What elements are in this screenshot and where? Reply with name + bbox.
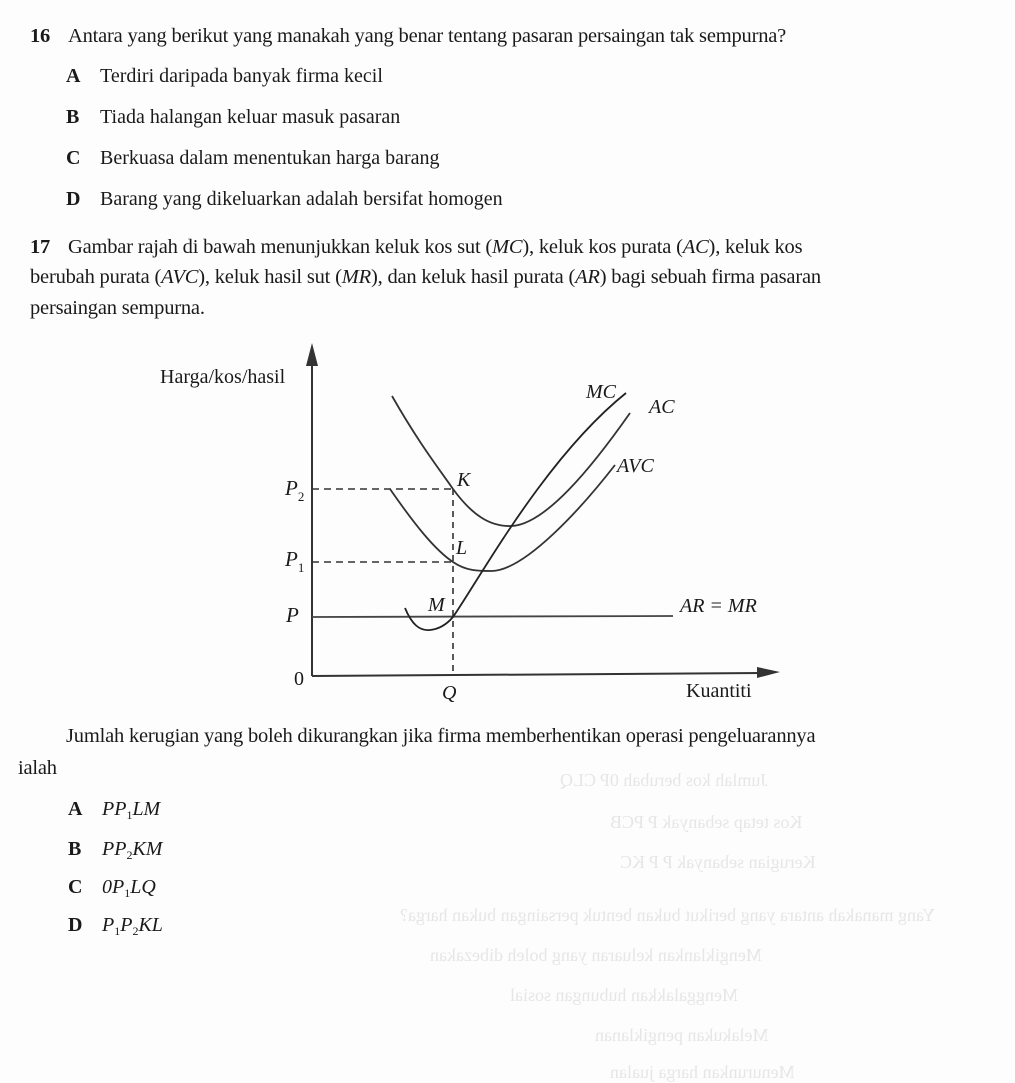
origin-label: 0 [294,668,304,690]
q-label: Q [442,682,457,704]
question-number: 16 [30,25,51,47]
option-text: $P_1P_2KL$ [102,914,163,938]
bleed-text: Kerugian sebanyak P P KC [620,852,816,872]
bleed-text: Yang manakah antara yang berikut bukan bentuk persaingan bukan harga? [400,905,936,925]
point-k-label: K [457,469,471,491]
avc-curve [390,465,615,571]
bleed-text: Kos tetap sebanyak P PCB [610,812,803,832]
option-text: Barang yang dikeluarkan adalah bersifat homogen [100,188,503,210]
option-text: Terdiri daripada banyak firma kecil [100,65,383,87]
question-number: 17 [30,236,51,258]
bleed-text: Mengiklankan keluaran yang boleh dibezakan [430,945,762,965]
option-letter: C [66,147,81,169]
avc-label: AVC [617,455,654,477]
option-letter: C [68,876,83,898]
question-17-stem-line3: persaingan sempurna. [30,297,205,319]
option-letter: D [66,188,81,210]
y-axis-label: Harga/kos/hasil [160,366,286,388]
ar-mr-line [312,616,673,617]
question-17-prompt-line1: Jumlah kerugian yang boleh dikurangkan jika firma memberhentikan operasi pengeluarannya [66,725,816,747]
ar-mr-label: AR = MR [680,595,757,617]
option-letter: A [68,798,83,820]
option-text: Tiada halangan keluar masuk pasaran [100,106,401,128]
ac-curve [392,396,630,526]
ac-label: AC [649,396,675,418]
p2-label: $P_2$ [285,476,305,504]
option-letter: B [66,106,80,128]
question-text: Gambar rajah di bawah menunjukkan keluk kos sut (MC), keluk kos purata (AC), keluk kos [68,236,803,258]
option-letter: B [68,838,82,860]
bleed-text: Menurunkan harga jualan [610,1062,795,1082]
option-letter: A [66,65,81,87]
point-m-label: M [428,594,445,616]
point-l-label: L [456,537,468,559]
question-text: berubah purata (AVC), keluk hasil sut (MR), dan keluk hasil purata (AR) bagi sebuah firma pasaran [30,266,821,288]
bleed-text: Jumlah kos berubah 0P CLQ [560,770,768,790]
option-text: $PP_1LM$ [102,798,161,822]
option-text: $0P_1LQ$ [102,876,156,900]
question-17-prompt-line2: ialah [18,757,57,779]
q17-option-d[interactable] [68,914,163,939]
p1-label: $P_1$ [285,547,305,575]
question-text: Antara yang berikut yang manakah yang benar tentang pasaran persaingan tak sempurna? [68,25,787,47]
option-text: Berkuasa dalam menentukan harga barang [100,147,440,169]
bleed-text: Melakukan pengiklanan [595,1025,769,1045]
x-axis [312,673,762,676]
bleed-text: Menggalakkan hubungan sosial [510,985,738,1005]
p-label: P [286,603,299,627]
option-letter: D [68,914,83,936]
y-axis-arrow-icon [306,343,318,366]
mc-label: MC [586,381,616,403]
x-axis-arrow-icon [757,667,780,678]
q17-option-b[interactable] [68,838,162,863]
q17-option-c[interactable] [68,876,156,901]
q17-option-a[interactable] [68,798,160,823]
option-text: $PP_2KM$ [102,838,163,862]
x-axis-label: Kuantiti [686,680,752,702]
